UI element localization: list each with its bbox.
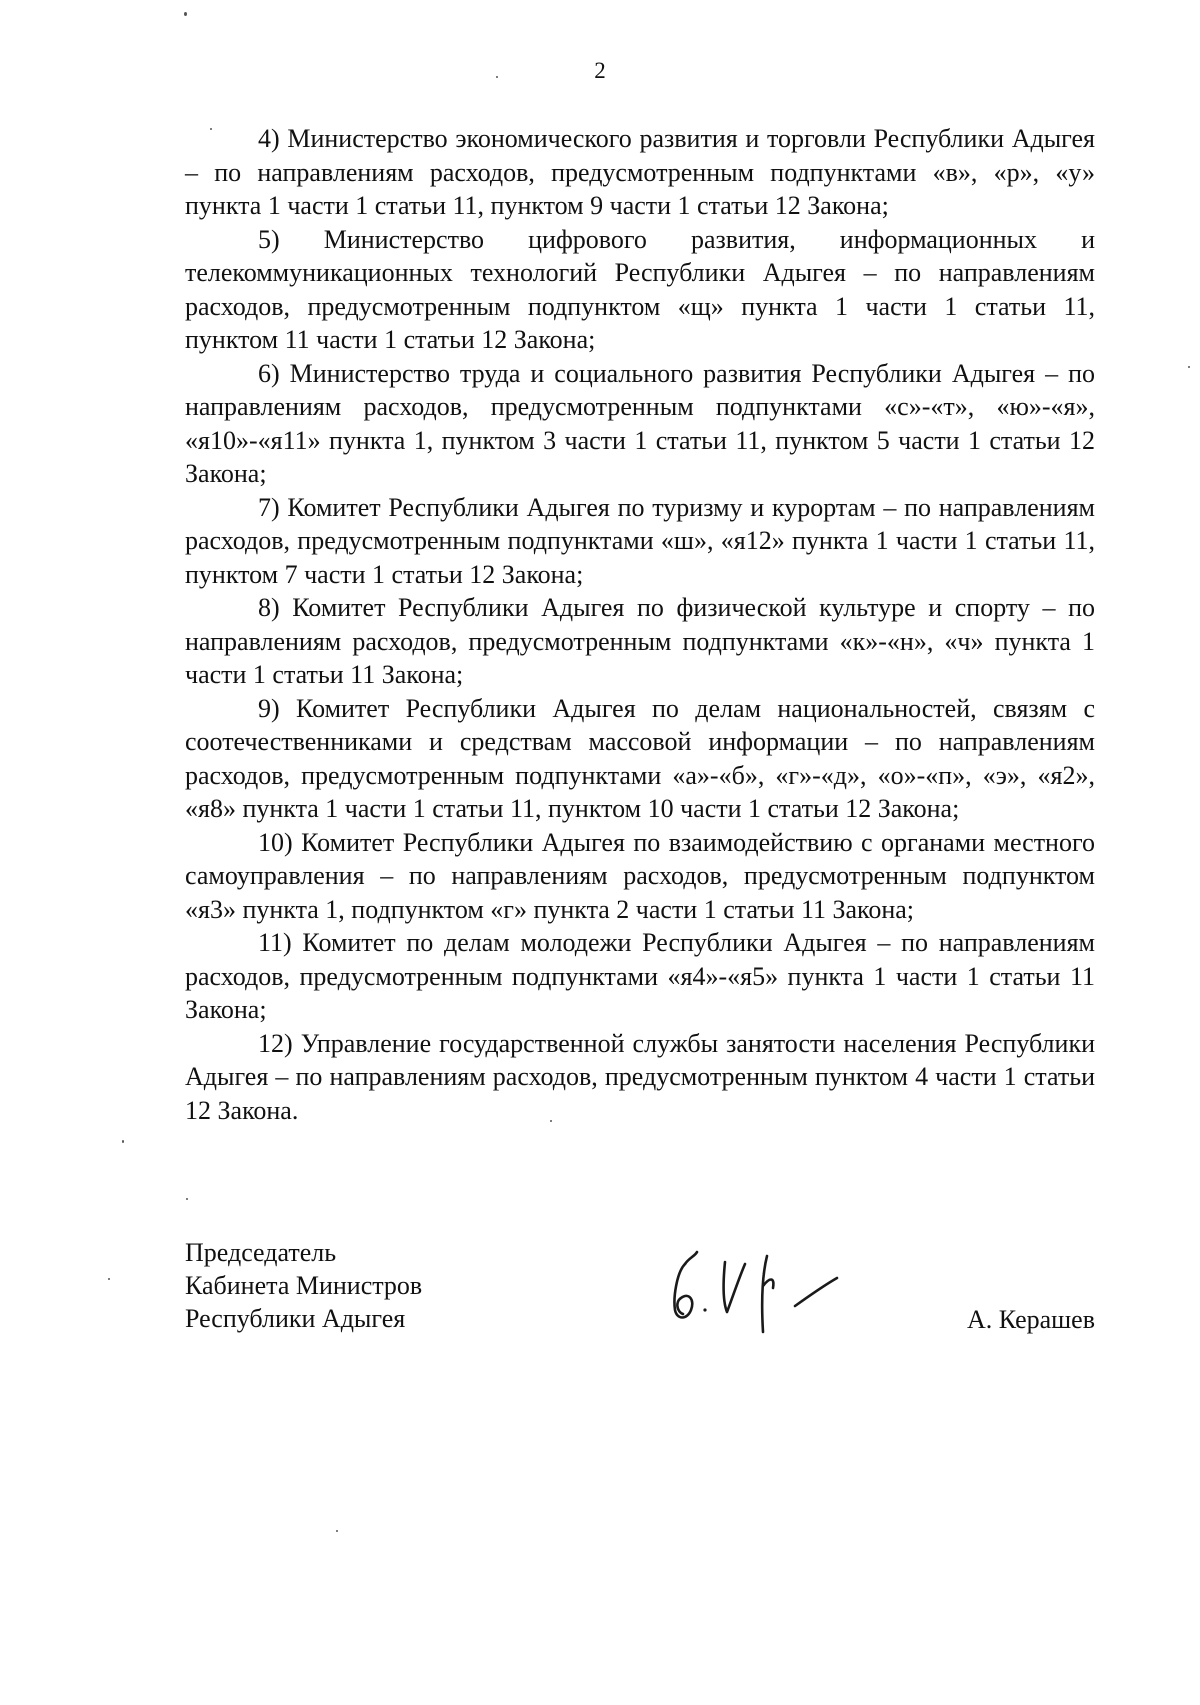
paragraph-item-7: 7) Комитет Республики Адыгея по туризму и курортам – по направлениям расходов, предусмотренным подпунктами «ш», «я12» пункта 1 части 1 статьи 11, пунктом 7 части 1 статьи 12 Закона; bbox=[185, 492, 1095, 589]
scan-speck bbox=[336, 1530, 338, 1532]
handwritten-signature bbox=[663, 1242, 848, 1334]
signatory-title-line: Председатель bbox=[185, 1238, 337, 1267]
signatory-name: А. Керашев bbox=[966, 1305, 1095, 1334]
signatory-title-line: Республики Адыгея bbox=[185, 1304, 406, 1333]
scan-speck bbox=[550, 1120, 552, 1122]
signature-block bbox=[185, 1236, 1095, 1356]
paragraph-item-5: 5) Министерство цифрового развития, информационных и телекоммуникационных технологий Республики Адыгея – по направлениям расходов, предусмотренным подпунктом «щ» пункта 1 части 1 статьи 11, пунктом 11 части 1 статьи 12 Закона; bbox=[185, 224, 1095, 354]
signatory-title bbox=[185, 1236, 422, 1335]
signatory-title-line: Кабинета Министров bbox=[185, 1271, 423, 1300]
paragraph-item-12: 12) Управление государственной службы занятости населения Республики Адыгея – по направлениям расходов, предусмотренным пунктом 4 части 1 статьи 12 Закона. bbox=[185, 1028, 1095, 1125]
paragraph-item-9: 9) Комитет Республики Адыгея по делам национальностей, связям с соотечественниками и средствам массовой информации – по направлениям расходов, предусмотренным подпунктами «а»-«б», «г»-«д», «о»-«п», «э», «я2», «я8» пункта 1 части 1 статьи 11, пунктом 10 части 1 статьи 12 Закона; bbox=[185, 693, 1095, 823]
scan-speck bbox=[108, 1278, 110, 1280]
scan-speck bbox=[496, 76, 498, 78]
scan-speck bbox=[186, 1198, 188, 1200]
paragraph-item-4: 4) Министерство экономического развития и торговли Республики Адыгея – по направлениям расходов, предусмотренным подпунктами «в», «р», «у» пункта 1 части 1 статьи 11, пунктом 9 части 1 статьи 12 Закона; bbox=[185, 124, 1095, 220]
scan-speck bbox=[1188, 366, 1190, 368]
paragraph-item-11: 11) Комитет по делам молодежи Республики Адыгея – по направлениям расходов, предусмотренным подпунктами «я4»-«я5» пункта 1 части 1 статьи 11 Закона; bbox=[185, 928, 1095, 1024]
paragraph-item-6: 6) Министерство труда и социального развития Республики Адыгея – по направлениям расходов, предусмотренным подпунктами «с»-«т», «ю»-«я», «я10»-«я11» пункта 1, пунктом 3 части 1 статьи 11, пунктом 5 части 1 статьи 12 Закона; bbox=[185, 358, 1095, 488]
scan-speck bbox=[210, 128, 212, 130]
page-number: 2 bbox=[594, 58, 606, 83]
paragraph-item-10: 10) Комитет Республики Адыгея по взаимодействию с органами местного самоуправления – по направлениям расходов, предусмотренным подпунктом «я3» пункта 1, подпунктом «г» пункта 2 части 1 статьи 11 Закона; bbox=[185, 827, 1095, 924]
scan-speck bbox=[184, 12, 187, 16]
scan-speck bbox=[122, 1140, 124, 1143]
document-body bbox=[185, 122, 1095, 1127]
paragraph-item-8: 8) Комитет Республики Адыгея по физической культуре и спорту – по направлениям расходов, предусмотренным подпунктами «к»-«н», «ч» пункта 1 части 1 статьи 11 Закона; bbox=[185, 593, 1095, 689]
